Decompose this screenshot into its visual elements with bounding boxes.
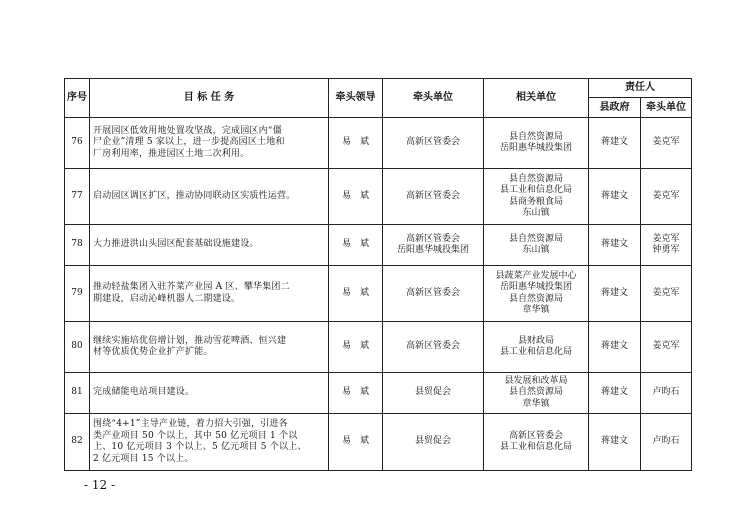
related-unit-line: 县自然资源局 bbox=[508, 387, 563, 398]
lead-unit-person-cell bbox=[641, 169, 692, 225]
lead-unit-line: 县贸促会 bbox=[414, 387, 451, 398]
task-line: 启动园区调区扩区，推动协同联动区实质性运营。 bbox=[93, 190, 296, 201]
county-gov-person: 蒋建文 bbox=[589, 266, 641, 322]
lead-unit-person-line: 卢昀石 bbox=[652, 387, 680, 398]
leader-cell: 易 斌 bbox=[329, 322, 383, 373]
related-unit-line: 章华镇 bbox=[522, 305, 550, 315]
header-related-units: 相关单位 bbox=[484, 79, 589, 118]
county-gov-person: 蒋建文 bbox=[589, 414, 641, 471]
lead-unit-cell bbox=[383, 373, 484, 414]
related-unit-line: 县财政局 bbox=[517, 335, 554, 346]
related-unit-line: 县商务粮食局 bbox=[508, 196, 563, 207]
lead-unit-person-line: 姜克军 bbox=[652, 233, 680, 244]
lead-unit-line: 县贸促会 bbox=[414, 436, 451, 447]
county-gov-person: 蒋建文 bbox=[589, 225, 641, 266]
related-unit-line: 高新区管委会 bbox=[508, 430, 563, 441]
header-seq: 序号 bbox=[65, 79, 90, 118]
leader-cell: 易 斌 bbox=[329, 266, 383, 322]
row-number: 79 bbox=[65, 266, 90, 322]
related-units-cell bbox=[484, 169, 589, 225]
county-gov-person: 蒋建文 bbox=[589, 169, 641, 225]
header-county-gov: 县政府 bbox=[589, 98, 641, 118]
task-line: 尸企业”清理 5 家以上，进一步提高园区土地和 bbox=[93, 137, 285, 148]
table-row bbox=[65, 414, 692, 471]
lead-unit-person-line: 姜克军 bbox=[652, 190, 680, 201]
row-number: 76 bbox=[65, 118, 90, 169]
lead-unit-person-line: 姜克军 bbox=[652, 341, 680, 352]
related-unit-line: 县自然资源局 bbox=[508, 293, 563, 304]
lead-unit-person-cell bbox=[641, 266, 692, 322]
county-gov-person: 蒋建文 bbox=[589, 322, 641, 373]
related-unit-line: 县自然资源局 bbox=[508, 173, 563, 184]
lead-unit-person-line: 钟勇军 bbox=[652, 245, 680, 255]
header-responsible: 责任人 bbox=[589, 79, 692, 98]
lead-unit-person-cell bbox=[641, 118, 692, 169]
related-unit-line: 县自然资源局 bbox=[508, 233, 563, 244]
county-gov-person: 蒋建文 bbox=[589, 373, 641, 414]
task-table bbox=[64, 78, 692, 471]
related-units-cell bbox=[484, 322, 589, 373]
task-cell bbox=[90, 373, 329, 414]
related-units-cell bbox=[484, 225, 589, 266]
lead-unit-person-cell bbox=[641, 373, 692, 414]
row-number: 78 bbox=[65, 225, 90, 266]
lead-unit-line: 岳阳惠华城投集团 bbox=[396, 245, 469, 255]
related-unit-line: 岳阳惠华城投集团 bbox=[499, 143, 572, 153]
task-line: 继续实施培优倍增计划，推动雪花啤酒、恒兴建 bbox=[93, 335, 287, 346]
table-row bbox=[65, 225, 692, 266]
related-units-cell bbox=[484, 266, 589, 322]
task-cell bbox=[90, 322, 329, 373]
related-unit-line: 县工业和信息化局 bbox=[499, 185, 572, 195]
task-line: 材等优质优势企业扩产扩能。 bbox=[93, 347, 213, 357]
table-row bbox=[65, 373, 692, 414]
related-unit-line: 县工业和信息化局 bbox=[499, 347, 572, 357]
header-task: 目 标 任 务 bbox=[90, 79, 329, 118]
lead-unit-cell bbox=[383, 322, 484, 373]
lead-unit-person-line: 姜克军 bbox=[652, 137, 680, 148]
lead-unit-line: 高新区管委会 bbox=[405, 190, 460, 201]
related-unit-line: 县工业和信息化局 bbox=[499, 442, 572, 452]
leader-cell: 易 斌 bbox=[329, 373, 383, 414]
task-line: 厂房利用率，推进园区土地二次利用。 bbox=[93, 148, 250, 159]
lead-unit-line: 高新区管委会 bbox=[405, 137, 460, 148]
lead-unit-person-cell bbox=[641, 414, 692, 471]
table-row bbox=[65, 118, 692, 169]
related-units-cell bbox=[484, 118, 589, 169]
leader-cell: 易 斌 bbox=[329, 118, 383, 169]
leader-cell: 易 斌 bbox=[329, 225, 383, 266]
task-line: 上、10 亿元项目 3 个以上、5 亿元项目 5 个以上、 bbox=[93, 442, 307, 452]
related-unit-line: 岳阳惠华城投集团 bbox=[499, 282, 572, 292]
lead-unit-cell bbox=[383, 118, 484, 169]
table-row bbox=[65, 322, 692, 373]
related-units-cell bbox=[484, 373, 589, 414]
task-line: 开展园区低效用地处置攻坚战，完成园区内“僵 bbox=[93, 125, 282, 136]
task-line: 推动轻盐集团入驻芥菜产业园 A 区、攀华集团二 bbox=[93, 282, 290, 292]
table-body bbox=[65, 118, 692, 471]
task-cell bbox=[90, 414, 329, 471]
task-line: 完成储能电站项目建设。 bbox=[93, 387, 195, 398]
task-cell bbox=[90, 225, 329, 266]
lead-unit-cell bbox=[383, 169, 484, 225]
task-cell bbox=[90, 266, 329, 322]
row-number: 82 bbox=[65, 414, 90, 471]
header-lead-unit-person: 牵头单位 bbox=[641, 98, 692, 118]
row-number: 81 bbox=[65, 373, 90, 414]
leader-cell: 易 斌 bbox=[329, 414, 383, 471]
task-line: 期建设，启动沁峰机器人二期建设。 bbox=[93, 293, 241, 304]
county-gov-person: 蒋建文 bbox=[589, 118, 641, 169]
leader-cell: 易 斌 bbox=[329, 169, 383, 225]
lead-unit-person-cell bbox=[641, 225, 692, 266]
page-number: - 12 - bbox=[84, 478, 116, 492]
table-row bbox=[65, 266, 692, 322]
task-cell bbox=[90, 118, 329, 169]
lead-unit-line: 高新区管委会 bbox=[405, 287, 460, 298]
related-unit-line: 东山镇 bbox=[522, 208, 550, 218]
related-unit-line: 章华镇 bbox=[522, 398, 550, 409]
lead-unit-person-cell bbox=[641, 322, 692, 373]
task-line: 大力推进洪山头园区配套基础设施建设。 bbox=[93, 239, 259, 250]
related-units-cell bbox=[484, 414, 589, 471]
lead-unit-person-line: 姜克军 bbox=[652, 287, 680, 298]
lead-unit-cell bbox=[383, 266, 484, 322]
task-line: 类产业项目 50 个以上，其中 50 亿元项目 1 个以 bbox=[93, 430, 298, 441]
row-number: 80 bbox=[65, 322, 90, 373]
header-lead-unit: 牵头单位 bbox=[383, 79, 484, 118]
related-unit-line: 东山镇 bbox=[522, 245, 550, 255]
header-leader: 牵头领导 bbox=[329, 79, 383, 118]
task-line: 2 亿元项目 15 个以上。 bbox=[93, 453, 194, 464]
related-unit-line: 县发展和改革局 bbox=[504, 375, 568, 386]
lead-unit-cell bbox=[383, 414, 484, 471]
related-unit-line: 县自然资源局 bbox=[508, 131, 563, 142]
related-unit-line: 县蔬菜产业发展中心 bbox=[495, 270, 577, 281]
table-row bbox=[65, 169, 692, 225]
lead-unit-line: 高新区管委会 bbox=[405, 233, 460, 244]
lead-unit-cell bbox=[383, 225, 484, 266]
lead-unit-line: 高新区管委会 bbox=[405, 341, 460, 352]
row-number: 77 bbox=[65, 169, 90, 225]
task-cell bbox=[90, 169, 329, 225]
lead-unit-person-line: 卢昀石 bbox=[652, 436, 680, 447]
task-line: 围绕“4+1”主导产业链，着力招大引强，引进各 bbox=[93, 419, 288, 429]
